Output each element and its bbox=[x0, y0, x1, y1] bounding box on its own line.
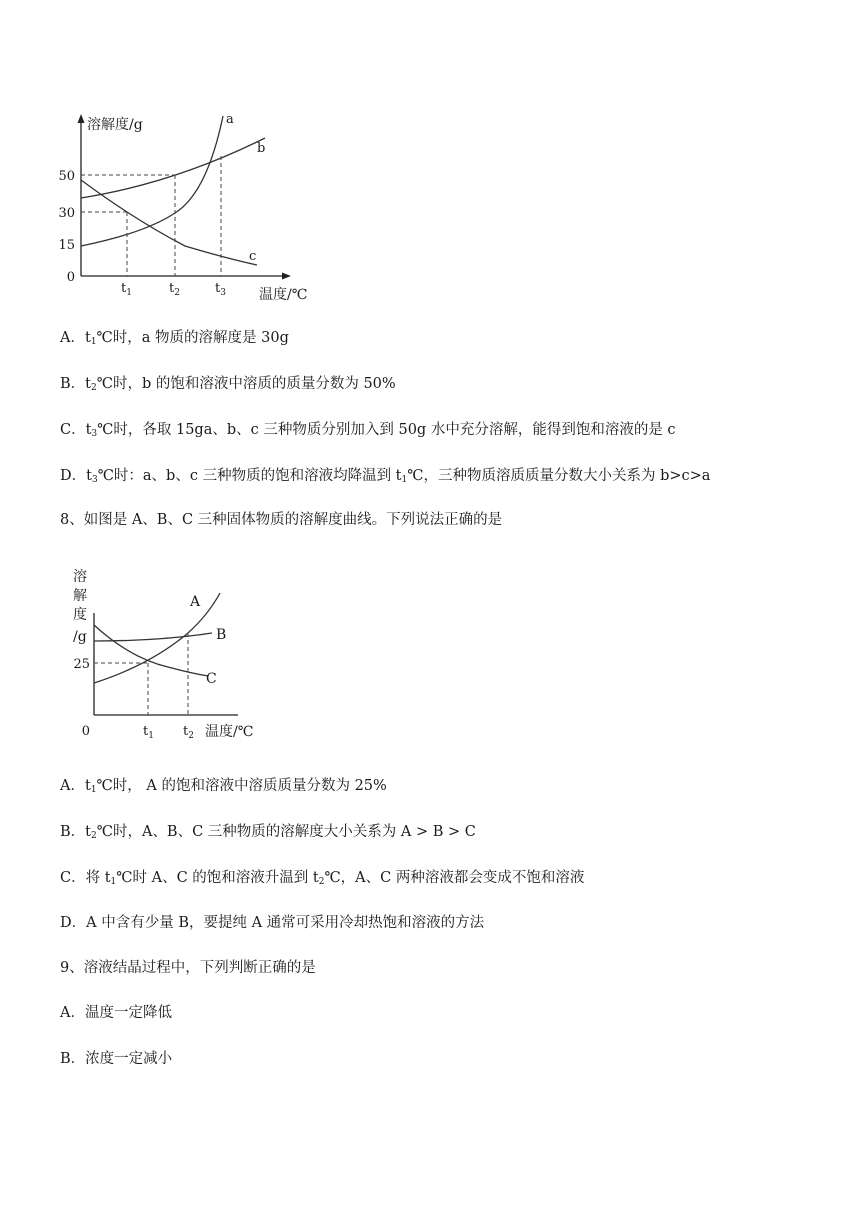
series-label-c: c bbox=[249, 249, 257, 264]
solubility-chart-1 bbox=[55, 108, 335, 308]
q7-option-d: D．$t_3℃$时：a、b、c 三种物质的饱和溶液均降温到 $t_1℃$，三种物质溶质质量分数大小关系为 b>c>a bbox=[60, 468, 711, 485]
x-tick-t1: $t_1$ bbox=[143, 724, 154, 741]
series-label-B: B bbox=[216, 627, 227, 643]
q8-option-c: C．将 $t_1℃$时 A、C 的饱和溶液升温到 $t_2℃$，A、C 两种溶液都会变成不饱和溶液 bbox=[60, 870, 585, 887]
q9-stem: 9、溶液结晶过程中，下列判断正确的是 bbox=[60, 960, 316, 976]
x-axis-label: 温度/℃ bbox=[205, 724, 254, 740]
y-axis-label-1: 溶 bbox=[73, 569, 87, 585]
curve-C bbox=[94, 625, 208, 676]
y-tick-30: 30 bbox=[58, 206, 75, 221]
y-axis-label-4: /g bbox=[73, 629, 87, 645]
y-axis-label: 溶解度/g bbox=[87, 117, 143, 133]
q8-option-a: A．$t_1℃$时， A 的饱和溶液中溶质质量分数为 25% bbox=[60, 778, 387, 795]
x-tick-t2: $t_2$ bbox=[183, 724, 194, 741]
x-tick-t1: $t_1$ bbox=[121, 281, 132, 298]
y-axis-label-2: 解 bbox=[73, 588, 87, 604]
x-tick-t2: $t_2$ bbox=[169, 281, 180, 298]
series-label-A: A bbox=[190, 594, 201, 610]
y-tick-15: 15 bbox=[58, 238, 75, 253]
y-tick-0: 0 bbox=[66, 270, 75, 285]
curve-A bbox=[94, 593, 220, 683]
y-tick-0: 0 bbox=[81, 724, 90, 739]
y-axis-arrow bbox=[78, 114, 85, 123]
x-axis-label: 温度/℃ bbox=[259, 287, 308, 303]
series-label-b: b bbox=[257, 141, 266, 156]
series-label-a: a bbox=[226, 112, 234, 127]
q8-stem: 8、如图是 A、B、C 三种固体物质的溶解度曲线。下列说法正确的是 bbox=[60, 512, 503, 528]
series-label-C: C bbox=[206, 671, 217, 687]
x-axis-arrow bbox=[282, 273, 291, 280]
q8-option-d: D．A 中含有少量 B，要提纯 A 通常可采用冷却热饱和溶液的方法 bbox=[60, 915, 485, 931]
q7-option-b: B．$t_2℃$时，b 的饱和溶液中溶质的质量分数为 50% bbox=[60, 376, 396, 393]
curve-a bbox=[81, 116, 223, 246]
q7-option-c: C．$t_3℃$时，各取 15ga、b、c 三种物质分别加入到 50g 水中充分溶解，能得到饱和溶液的是 c bbox=[60, 422, 676, 439]
curve-b bbox=[81, 138, 265, 198]
q9-option-a: A．温度一定降低 bbox=[60, 1005, 172, 1021]
y-tick-50: 50 bbox=[58, 169, 75, 184]
y-axis-label-3: 度 bbox=[73, 607, 87, 623]
q7-option-a: A．$t_1℃$时，a 物质的溶解度是 30g bbox=[60, 330, 289, 347]
y-tick-25: 25 bbox=[73, 657, 90, 672]
q9-option-b: B．浓度一定减小 bbox=[60, 1051, 173, 1067]
solubility-chart-2 bbox=[60, 563, 280, 743]
x-tick-t3: $t_3$ bbox=[215, 281, 226, 298]
q8-option-b: B．$t_2℃$时，A、B、C 三种物质的溶解度大小关系为 A > B > C bbox=[60, 824, 476, 841]
